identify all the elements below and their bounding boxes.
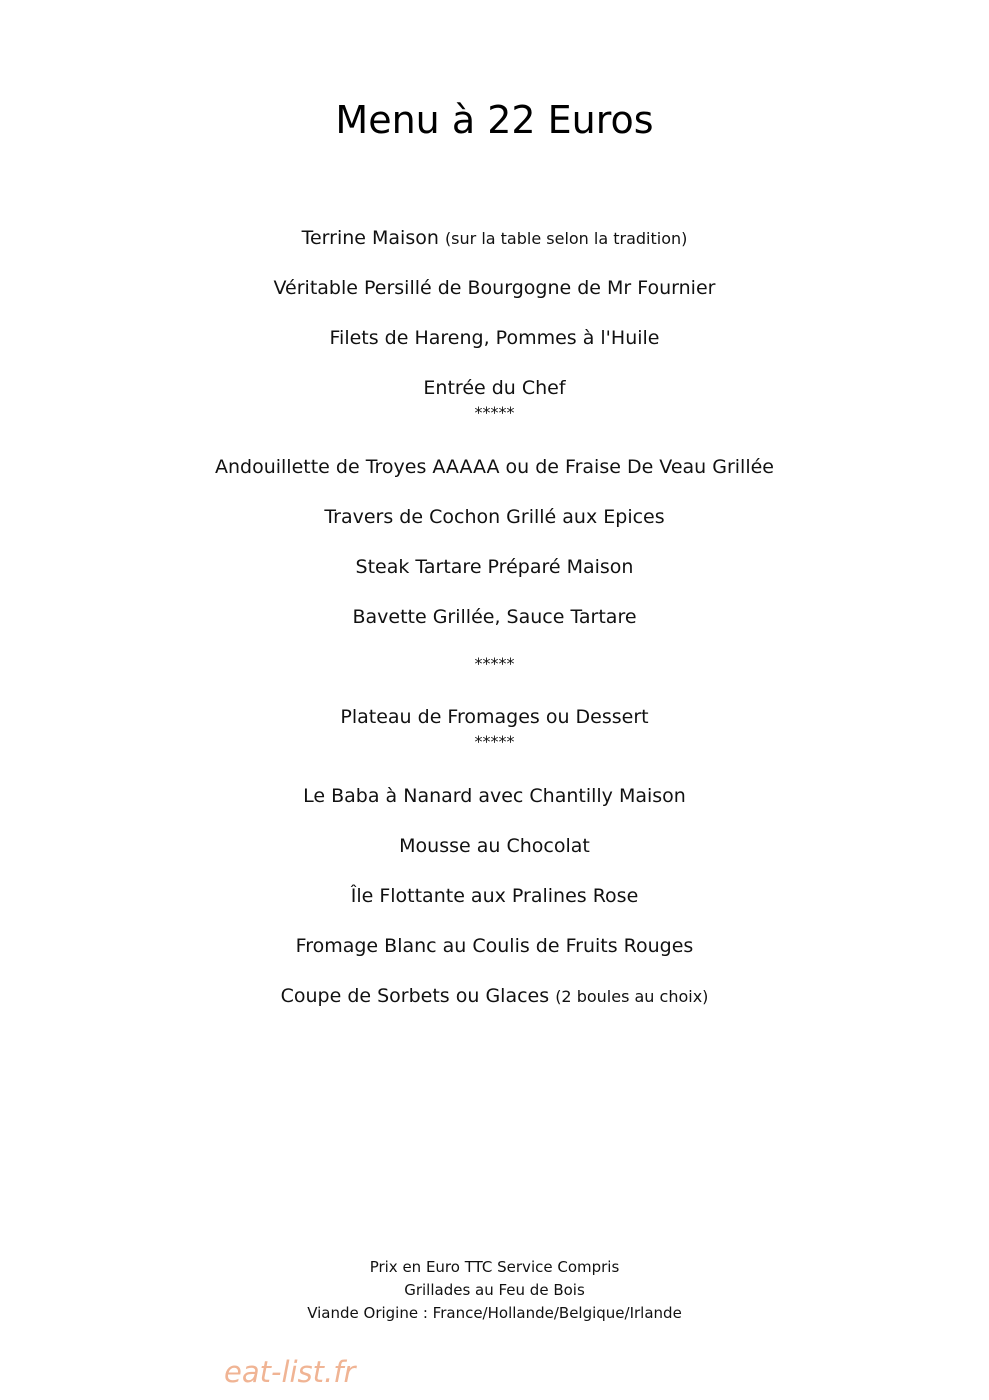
menu-item-dessert bbox=[0, 934, 989, 958]
menu-item-entree bbox=[0, 326, 989, 350]
menu-item-entree bbox=[0, 226, 989, 251]
menu-item-name: Fromage Blanc au Coulis de Fruits Rouges bbox=[295, 935, 694, 957]
menu-item-name: Véritable Persillé de Bourgogne de Mr Fournier bbox=[273, 277, 716, 299]
menu-item-note: (sur la table selon la tradition) bbox=[444, 229, 688, 248]
menu-item-plat bbox=[0, 455, 989, 479]
menu-item-name: Coupe de Sorbets ou Glaces bbox=[280, 985, 550, 1007]
menu-item-fromage-ou-dessert bbox=[0, 705, 989, 729]
menu-item-name: Le Baba à Nanard avec Chantilly Maison bbox=[303, 785, 686, 807]
menu-title: Menu à 22 Euros bbox=[335, 98, 654, 142]
menu-item-name: Île Flottante aux Pralines Rose bbox=[350, 885, 639, 907]
section-separator: ***** bbox=[474, 403, 515, 422]
menu-item-dessert bbox=[0, 784, 989, 808]
menu-item-name: Bavette Grillée, Sauce Tartare bbox=[352, 606, 637, 628]
menu-item-plat bbox=[0, 605, 989, 629]
menu-item-name: Filets de Hareng, Pommes à l'Huile bbox=[329, 327, 660, 349]
footer-line-grill: Grillades au Feu de Bois bbox=[404, 1281, 585, 1299]
menu-item-dessert bbox=[0, 884, 989, 908]
menu-item-name: Entrée du Chef bbox=[423, 377, 566, 399]
menu-item-dessert bbox=[0, 984, 989, 1009]
menu-item-name: Andouillette de Troyes AAAAA ou de Fraise De Veau Grillée bbox=[214, 456, 774, 478]
menu-item-dessert bbox=[0, 834, 989, 858]
footer-line-price: Prix en Euro TTC Service Compris bbox=[369, 1258, 620, 1276]
footer-line-origin: Viande Origine : France/Hollande/Belgique/Irlande bbox=[307, 1304, 682, 1322]
menu-item-name: Steak Tartare Préparé Maison bbox=[355, 556, 634, 578]
menu-item-plat bbox=[0, 555, 989, 579]
watermark-logo: eat-list.fr bbox=[224, 1355, 356, 1389]
menu-item-name: Plateau de Fromages ou Dessert bbox=[340, 706, 649, 728]
menu-item-name: Travers de Cochon Grillé aux Epices bbox=[324, 506, 665, 528]
menu-item-note: (2 boules au choix) bbox=[555, 987, 709, 1006]
menu-item-entree bbox=[0, 276, 989, 300]
section-separator: ***** bbox=[474, 654, 515, 673]
menu-item-plat bbox=[0, 505, 989, 529]
section-separator: ***** bbox=[474, 732, 515, 751]
menu-item-entree bbox=[0, 376, 989, 400]
menu-item-name: Mousse au Chocolat bbox=[399, 835, 590, 857]
menu-item-name: Terrine Maison bbox=[301, 227, 439, 249]
